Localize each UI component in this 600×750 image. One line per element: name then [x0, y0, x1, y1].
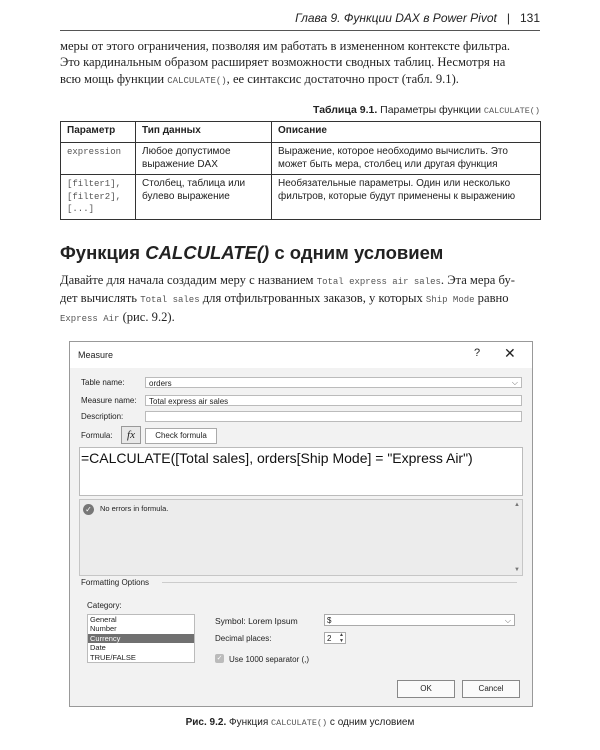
formatting-options-heading: Formatting Options — [81, 578, 150, 587]
body-paragraph — [60, 272, 540, 327]
type-line: Столбец, таблица или — [142, 178, 246, 189]
table-caption-code: CALCULATE() — [483, 106, 540, 116]
formula-label: Formula: — [81, 431, 113, 440]
section-heading — [60, 242, 443, 264]
body-text: для отфильтрованных заказов, у которых — [199, 291, 426, 306]
cancel-button[interactable]: Cancel — [462, 680, 520, 698]
measure-dialog — [69, 341, 533, 707]
list-item[interactable]: Date — [90, 643, 106, 653]
decimal-places-label: Decimal places: — [215, 634, 272, 643]
table-name-label: Table name: — [81, 378, 125, 387]
body-text: (рис. 9.2). — [119, 309, 175, 324]
table-header-row — [61, 122, 541, 143]
category-list[interactable] — [87, 614, 195, 663]
desc-cell — [272, 143, 541, 175]
param-cell: expression — [61, 143, 136, 175]
desc-line: фильтров, которые будут применены к выражению — [278, 190, 516, 202]
heading-text: с одним условием — [269, 242, 444, 263]
symbol-value: $ — [327, 616, 332, 625]
type-line: выражение DAX — [142, 158, 218, 170]
body-line-2 — [60, 290, 540, 308]
body-line-3 — [60, 309, 540, 327]
formula-text: =CALCULATE([Total sales], orders[Ship Mode] = "Express Air") — [81, 450, 473, 466]
type-line: Любое допустимое — [142, 146, 231, 157]
scroll-up-icon[interactable]: ▲ — [514, 502, 520, 508]
heading-function: CALCULATE() — [145, 242, 270, 263]
intro-line-3 — [60, 71, 540, 89]
list-item[interactable]: TRUE/FALSE — [90, 652, 136, 662]
category-label: Category: — [87, 601, 122, 610]
close-icon[interactable]: ✕ — [504, 345, 516, 361]
desc-cell — [272, 175, 541, 220]
check-formula-button[interactable]: Check formula — [145, 428, 217, 444]
header-separator: | — [506, 11, 510, 25]
list-item[interactable]: General — [90, 615, 117, 624]
measure-name-input[interactable]: Total express air sales — [145, 395, 522, 406]
desc-line: Необязательные параметры. Один или несколько — [278, 178, 511, 189]
body-text: Давайте для начала создадим меру с названием — [60, 273, 317, 287]
scroll-down-icon[interactable]: ▼ — [514, 567, 520, 573]
figure-number: Рис. 9.2. — [185, 717, 227, 728]
table-row — [61, 175, 541, 220]
symbol-label: Symbol: Lorem Ipsum — [215, 616, 298, 626]
table-caption — [60, 104, 540, 116]
description-input[interactable] — [145, 411, 522, 422]
thousand-separator-checkbox[interactable]: ✓ — [216, 655, 223, 662]
parameters-table — [60, 121, 541, 220]
table-row — [61, 143, 541, 175]
decimal-places-stepper[interactable] — [324, 632, 346, 644]
table-name-select[interactable] — [145, 377, 522, 388]
intro-paragraph — [60, 38, 540, 89]
figure-code: CALCULATE() — [271, 718, 328, 728]
thousand-separator-label: Use 1000 separator (,) — [229, 655, 310, 664]
figure-text: с одним условием — [327, 717, 415, 728]
intro-line-1: меры от этого ограничения, позволяя им работать в измененном контексте фильтра. — [60, 39, 511, 53]
type-line: булево выражение — [142, 190, 230, 202]
chapter-title: Глава 9. Функции DAX в Power Pivot — [295, 11, 497, 25]
decimal-value: 2 — [327, 634, 332, 643]
table-name-value: orders — [149, 379, 172, 388]
body-text: . Эта мера бу- — [440, 273, 515, 287]
list-item[interactable]: Number — [90, 624, 117, 634]
help-icon[interactable]: ? — [474, 347, 481, 359]
param-line: [filter2], — [67, 191, 122, 202]
column-header: Тип данных — [136, 122, 272, 143]
table-caption-text: Параметры функции — [377, 104, 484, 116]
table-caption-number: Таблица 9.1. — [313, 104, 378, 116]
dialog-title: Measure — [78, 350, 114, 360]
inline-code: Total sales — [140, 295, 200, 306]
formula-status-text: No errors in formula. — [100, 504, 169, 513]
inline-code: Express Air — [60, 313, 120, 324]
intro-text: , ее синтаксис достаточно прост (табл. 9.1). — [226, 71, 459, 86]
type-cell — [136, 175, 272, 220]
column-header: Описание — [272, 122, 541, 143]
symbol-select[interactable] — [324, 614, 515, 626]
description-label: Description: — [81, 412, 124, 421]
param-cell — [61, 175, 136, 220]
body-line-1 — [60, 272, 540, 290]
stepper-arrows-icon[interactable]: ▲ ▼ — [339, 632, 344, 644]
body-text: дет вычислять — [60, 291, 141, 306]
measure-name-label: Measure name: — [81, 396, 137, 405]
check-icon: ✓ — [83, 504, 94, 515]
dialog-titlebar[interactable] — [70, 342, 532, 368]
chevron-down-icon: ⌵ — [504, 616, 511, 625]
type-cell — [136, 143, 272, 175]
param-line: [filter1], — [67, 179, 122, 189]
chevron-down-icon: ⌵ — [511, 378, 518, 387]
page-number: 131 — [519, 11, 540, 25]
figure-caption — [0, 717, 600, 728]
running-header — [60, 8, 540, 31]
inline-code: Total express air sales — [316, 277, 441, 287]
heading-text: Функция — [60, 242, 146, 263]
formula-editor[interactable] — [79, 447, 523, 496]
inline-code: CALCULATE() — [167, 75, 227, 86]
divider — [162, 582, 517, 583]
fx-icon[interactable]: fx — [121, 426, 141, 444]
desc-line: Выражение, которое необходимо вычислить. Это — [278, 146, 508, 157]
intro-text: всю мощь функции — [60, 71, 168, 86]
list-item-selected[interactable]: Currency — [88, 634, 194, 643]
desc-line: может быть мера, столбец или другая функция — [278, 158, 498, 170]
column-header: Параметр — [61, 122, 136, 143]
intro-line-2: Это кардинальным образом расширяет возможности сводных таблиц. Несмотря на — [60, 55, 506, 70]
inline-code: Ship Mode — [425, 295, 475, 306]
param-line: [...] — [67, 204, 95, 214]
ok-button[interactable]: OK — [397, 680, 455, 698]
formula-status-box — [79, 499, 523, 576]
body-text: равно — [474, 291, 509, 306]
figure-text: Функция — [226, 717, 272, 728]
